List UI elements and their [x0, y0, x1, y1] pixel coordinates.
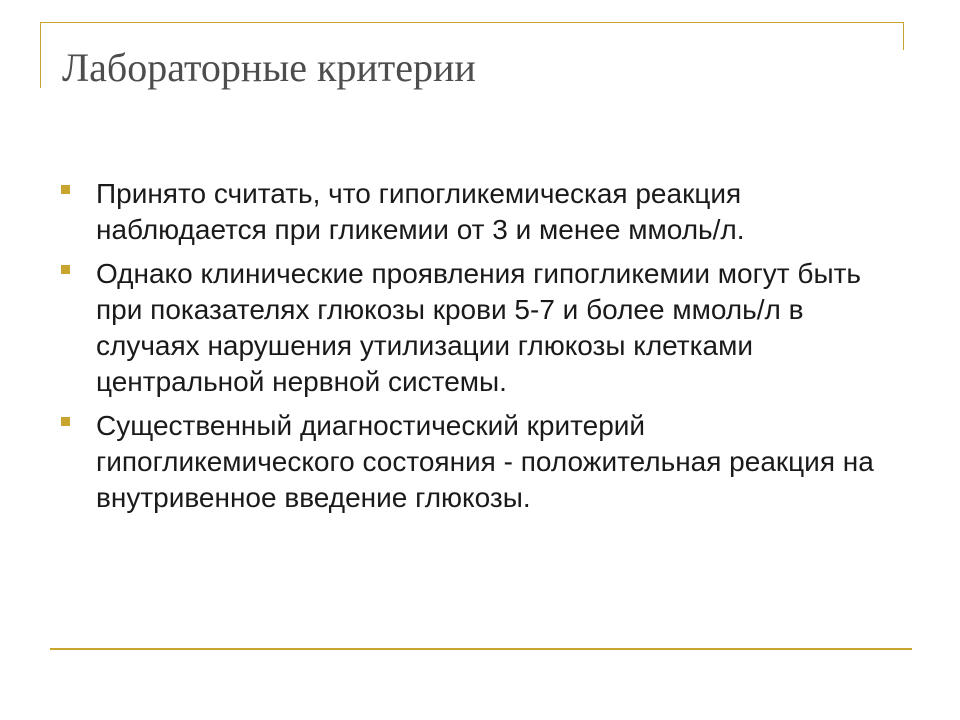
frame-right-rule [903, 22, 904, 50]
bullet-text: Однако клинические проявления гипогликемии могут быть при показателях глюкозы крови 5-7 и более ммоль/л в случаях нарушения утилизации глюкозы клетками центральной нервной системы. [96, 258, 861, 397]
square-bullet-icon [61, 185, 70, 194]
bullet-text: Принято считать, что гипогликемическая реакция наблюдается при гликемии от 3 и менее ммоль/л. [96, 178, 745, 245]
square-bullet-icon [61, 417, 70, 426]
frame-left-rule [40, 22, 41, 88]
slide-title: Лабораторные критерии [62, 45, 476, 90]
bullet-item [58, 176, 888, 248]
bullet-list [58, 176, 888, 524]
bullet-item [58, 408, 888, 516]
frame-bottom-rule [50, 648, 912, 650]
bullet-text: Существенный диагностический критерий гипогликемического состояния - положительная реакция на внутривенное введение глюкозы. [96, 410, 874, 513]
square-bullet-icon [61, 265, 70, 274]
bullet-item [58, 256, 888, 400]
frame-top-rule [40, 22, 904, 23]
